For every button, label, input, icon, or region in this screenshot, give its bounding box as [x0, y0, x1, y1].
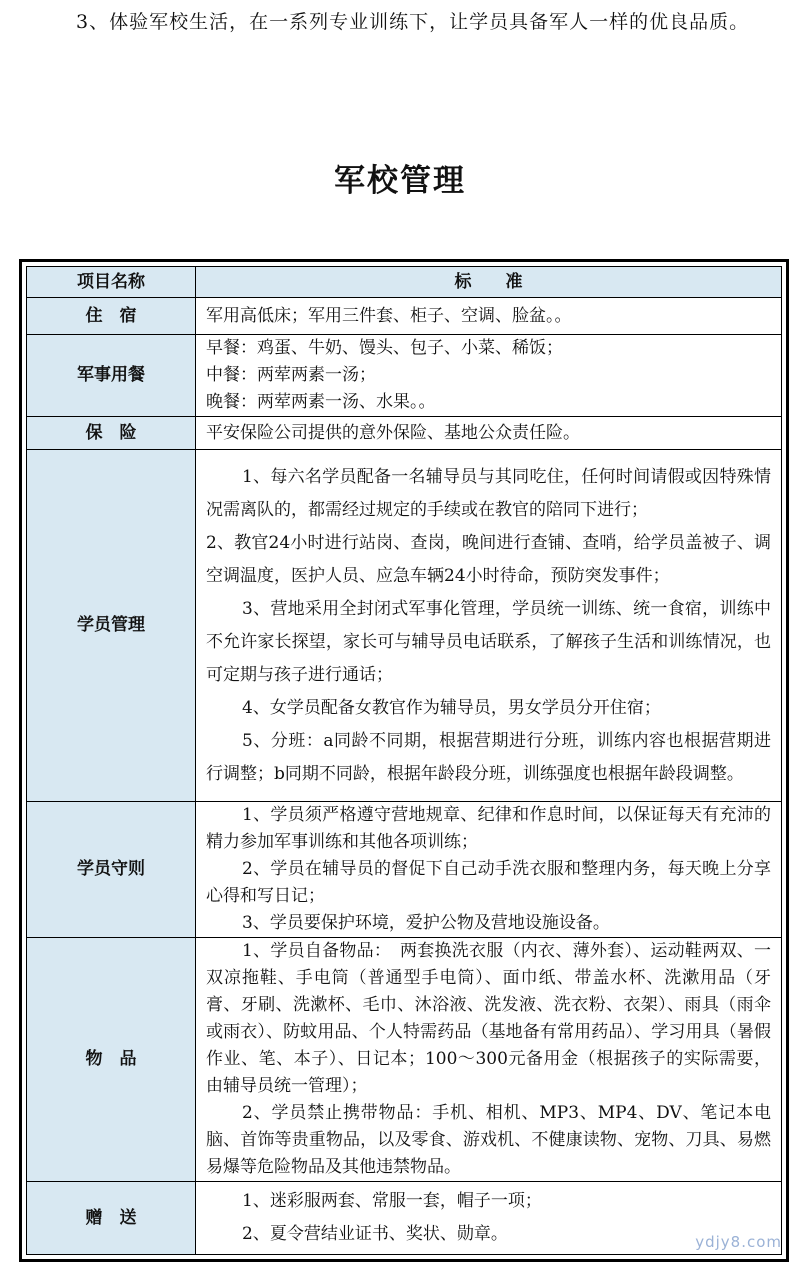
row-label: 住 宿	[27, 298, 196, 335]
table-row-accommodation	[27, 298, 782, 335]
table-header-row	[27, 267, 782, 298]
row-label: 军事用餐	[27, 335, 196, 417]
table-row-student-rules	[27, 802, 782, 938]
table-row-insurance	[27, 417, 782, 450]
header-standard: 标 准	[196, 267, 782, 298]
row-label: 保 险	[27, 417, 196, 450]
content-line: 2、教官24小时进行站岗、查岗，晚间进行查铺、查哨，给学员盖被子、调空调温度，医护人员、应急车辆24小时待命，预防突发事件；	[206, 532, 771, 586]
content-line: 3、营地采用全封闭式军事化管理，学员统一训练、统一食宿，训练中不允许家长探望，家长可与辅导员电话联系，了解孩子生活和训练情况，也可定期与孩子进行通话；	[206, 598, 771, 685]
content-line: 军用高低床；军用三件套、柜子、空调、脸盆。。	[206, 305, 572, 326]
row-content	[196, 417, 782, 450]
management-table	[26, 266, 782, 1255]
content-line: 中餐：两荤两素一汤；	[206, 365, 376, 385]
content-line: 1、学员自备物品： 两套换洗衣服（内衣、薄外套）、运动鞋两双、一双凉拖鞋、手电筒（普通型手电筒）、面巾纸、带盖水杯、洗漱用品（牙膏、牙刷、洗漱杯、毛巾、沐浴液、洗发液、洗衣粉、衣架）、雨具（雨伞或雨衣）、防蚊用品、个人特需药品（基地备有常用药品）、学习用具（暑假作业、笔、本子）、日记本；100～300元备用金（根据孩子的实际需要，由辅导员统一管理）；	[206, 941, 771, 1096]
intro-paragraph: 3、体验军校生活，在一系列专业训练下，让学员具备军人一样的优良品质。	[76, 11, 750, 33]
table-row-student-management	[27, 450, 782, 802]
content-line: 5、分班：a同龄不同期，根据营期进行分班，训练内容也根据营期进行调整；b同期不同龄，根据年龄段分班，训练强度也根据年龄段调整。	[206, 730, 771, 784]
header-item-name: 项目名称	[27, 267, 196, 298]
table-row-gifts	[27, 1182, 782, 1255]
content-line: 晚餐：两荤两素一汤、水果。。	[206, 392, 436, 412]
content-line: 平安保险公司提供的意外保险、基地公众责任险。	[206, 422, 580, 443]
row-content	[196, 1182, 782, 1255]
row-content	[196, 802, 782, 938]
row-content	[196, 450, 782, 802]
row-content	[196, 298, 782, 335]
watermark: ydjy8.com	[695, 1233, 782, 1251]
content-line: 2、夏令营结业证书、奖状、勋章。	[242, 1224, 508, 1244]
row-label: 赠 送	[27, 1182, 196, 1255]
content-line: 1、学员须严格遵守营地规章、纪律和作息时间，以保证每天有充沛的精力参加军事训练和其他各项训练；	[206, 805, 771, 852]
row-label: 学员管理	[27, 450, 196, 802]
row-content	[196, 335, 782, 417]
page-title: 军校管理	[334, 163, 466, 199]
row-content	[196, 938, 782, 1182]
table-row-meals	[27, 335, 782, 417]
table-row-items	[27, 938, 782, 1182]
content-line: 1、迷彩服两套、常服一套，帽子一项；	[242, 1191, 542, 1211]
management-table-frame	[19, 259, 789, 1262]
content-line: 3、学员要保护环境，爱护公物及营地设施设备。	[242, 913, 610, 933]
content-line: 早餐：鸡蛋、牛奶、馒头、包子、小菜、稀饭；	[206, 338, 563, 358]
content-line: 1、每六名学员配备一名辅导员与其同吃住，任何时间请假或因特殊情况需离队的，都需经过规定的手续或在教官的陪同下进行；	[206, 466, 771, 520]
content-line: 4、女学员配备女教官作为辅导员，男女学员分开住宿；	[242, 697, 661, 718]
content-line: 2、学员禁止携带物品：手机、相机、MP3、MP4、DV、笔记本电脑、首饰等贵重物品，以及零食、游戏机、不健康读物、宠物、刀具、易燃易爆等危险物品及其他违禁物品。	[206, 1103, 771, 1177]
row-label: 物 品	[27, 938, 196, 1182]
content-line: 2、学员在辅导员的督促下自己动手洗衣服和整理内务，每天晚上分享心得和写日记；	[206, 859, 771, 906]
row-label: 学员守则	[27, 802, 196, 938]
